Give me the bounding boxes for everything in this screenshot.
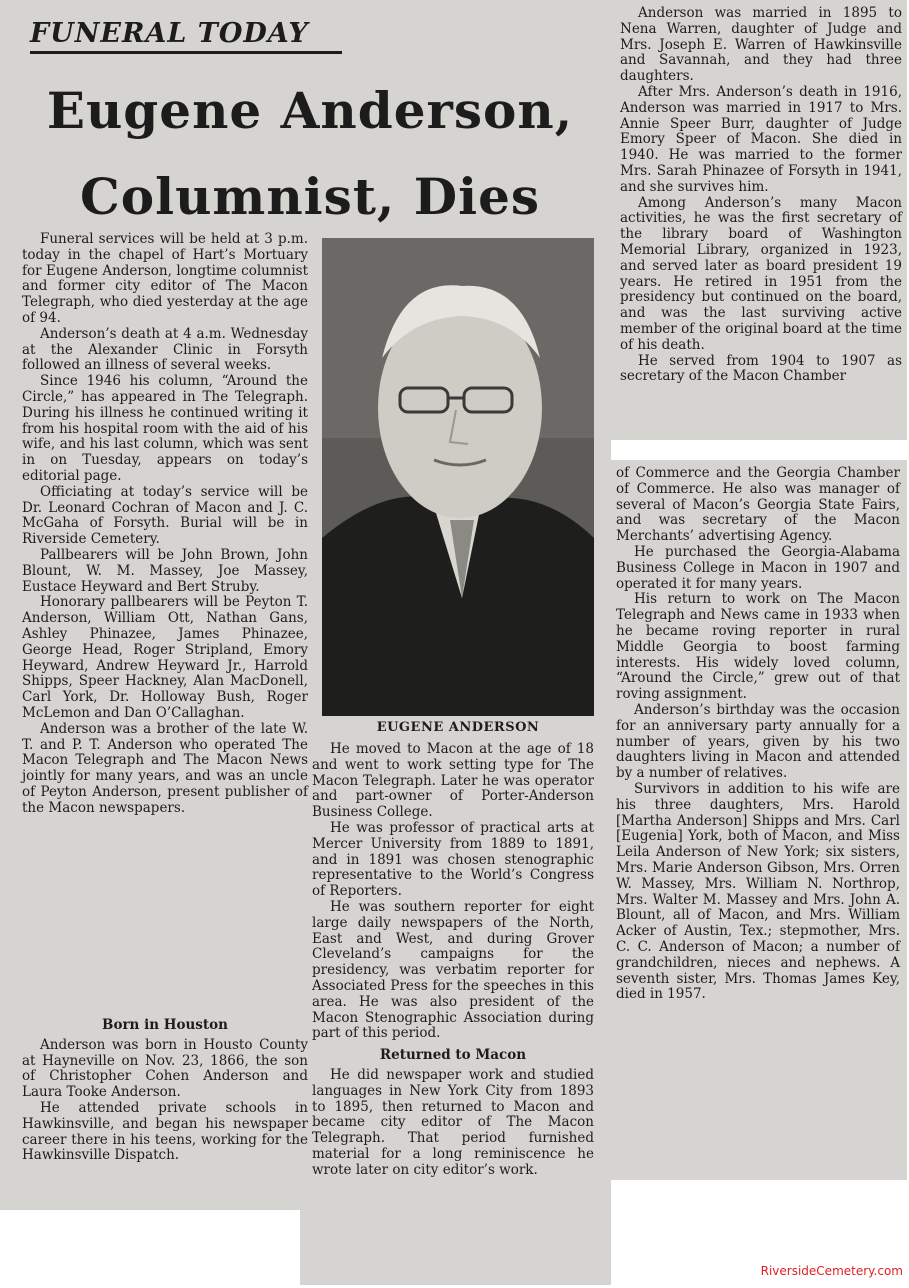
kicker-label: FUNERAL TODAY: [30, 18, 342, 54]
paragraph: His return to work on The Macon Telegraph and News came in 1933 when he became roving reporter in rural Middle Georgia to boost farming interests. His widely loved column, “Around the Circle,” grew out of that roving assignment.: [616, 591, 900, 703]
article-column-2: [312, 742, 594, 1179]
paragraph: Anderson’s birthday was the occasion for an anniversary party annually for a number of years, given by his two daughters living in Macon and attended by a number of relatives.: [616, 701, 900, 782]
paragraph: He was professor of practical arts at Mercer University from 1889 to 1891, and in 1891 was chosen stenographic representative to the World’s Congress of Reporters.: [312, 819, 594, 900]
paragraph: He did newspaper work and studied languages in New York City from 1893 to 1895, then returned to Macon and became city editor of The Macon Telegraph. That period furnished material for a long reminiscence he wrote later on city editor’s work.: [312, 1066, 594, 1178]
paragraph: He moved to Macon at the age of 18 and went to work setting type for The Macon Telegraph. Later he was operator and part-owner of Porter-Anderson Business College.: [312, 741, 594, 821]
paragraph: Anderson’s death at 4 a.m. Wednesday at the Alexander Clinic in Forsyth followed an illness of several weeks.: [22, 325, 308, 374]
paragraph: Honorary pallbearers will be Peyton T. Anderson, William Ott, Nathan Gans, Ashley Phinazee, James Phinazee, George Head, Roger Stripland, Emory Heyward, Andrew Heyward Jr., Harrold Shipps, Speer Hackney, Alan MacDonell, Carl York, Dr. Holloway Bush, Roger McLemon and Dan O’Callaghan.: [22, 594, 308, 721]
paragraph: He purchased the Georgia-Alabama Business College in Macon in 1907 and operated it for many years.: [616, 543, 900, 592]
article-column-1-lower: [22, 1012, 308, 1164]
article-column-4: [616, 466, 900, 1003]
headline-line-1: Eugene Anderson,: [46, 81, 574, 140]
article-column-1: [22, 232, 308, 816]
paragraph: Since 1946 his column, “Around the Circle,” has appeared in The Telegraph. During his illness he continued writing it from his hospital room with the aid of his wife, and his last column, which was sent in on Tuesday, appears on today’s editorial page.: [22, 373, 308, 484]
photo-caption: EUGENE ANDERSON: [376, 720, 540, 735]
subhead-returned-to-macon: Returned to Macon: [379, 1047, 527, 1064]
paragraph: Anderson was married in 1895 to Nena Warren, daughter of Judge and Mrs. Joseph E. Warren of Hawkinsville and Savannah, and they had three daughters.: [620, 5, 902, 85]
paragraph: Anderson was born in Housto County at Hayneville on Nov. 23, 1866, the son of Christopher Cohen Anderson and Laura Tooke Anderson.: [22, 1036, 308, 1101]
article-column-3: [620, 6, 902, 385]
site-watermark: RiversideCemetery.com: [760, 1264, 903, 1278]
paragraph: Anderson was a brother of the late W. T. and P. T. Anderson who operated The Macon Telegraph and The Macon News jointly for many years, and was an uncle of Peyton Anderson, present publisher of the Macon newspapers.: [22, 720, 308, 816]
paragraph: of Commerce and the Georgia Chamber of Commerce. He also was manager of several of Macon’s Georgia State Fairs, and was secretary of the Macon Merchants’ advertising Agency.: [616, 465, 900, 545]
portrait-illustration: [322, 238, 594, 716]
portrait-photo: [322, 238, 594, 716]
headline: [20, 68, 600, 240]
subhead-born-in-houston: Born in Houston: [102, 1017, 228, 1033]
paragraph: He attended private schools in Hawkinsville, and began his newspaper career there in his teens, working for the Hawkinsville Dispatch.: [22, 1099, 308, 1164]
paragraph: Officiating at today’s service will be Dr. Leonard Cochran of Macon and J. C. McGaha of Forsyth. Burial will be in Riverside Cemetery.: [22, 483, 308, 548]
paragraph: Funeral services will be held at 3 p.m. today in the chapel of Hart’s Mortuary for Eugene Anderson, longtime columnist and former city editor of The Macon Telegraph, who died yesterday at the age of 94.: [22, 231, 308, 326]
paragraph: Survivors in addition to his wife are his three daughters, Mrs. Harold [Martha Anderson] Shipps and Mrs. Carl [Eugenia] York, both of Macon, and Miss Leila Anderson of New York; six sisters, Mrs. Marie Anderson Gibson, Mrs. Orren W. Massey, Mrs. William N. Northrop, Mrs. Walter M. Massey and Mrs. John A. Blount, all of Macon, and Mrs. William Acker of Austin, Tex.; stepmother, Mrs. C. C. Anderson of Macon; a number of grandchildren, nieces and nephews. A seventh sister, Mrs. Thomas James Key, died in 1957.: [616, 780, 900, 1003]
paragraph: He was southern reporter for eight large daily newspapers of the North, East and West, and during Grover Cleveland’s campaigns for the presidency, was verbatim reporter for Associated Press for the speeches in this area. He was also president of the Macon Stenographic Association during part of this period.: [312, 898, 594, 1042]
paragraph: He served from 1904 to 1907 as secretary of the Macon Chamber: [620, 352, 902, 385]
paragraph: Among Anderson’s many Macon activities, he was the first secretary of the library board of Washington Memorial Library, organized in 1923, and served later as board president 19 years. He retired in 1951 from the presidency but continued on the board, and was the last surviving active member of the original board at the time of his death.: [620, 194, 902, 353]
paragraph: Pallbearers will be John Brown, John Blount, W. M. Massey, Joe Massey, Eustace Heyward and Bert Struby.: [22, 546, 308, 595]
headline-line-2: Columnist, Dies: [79, 167, 541, 226]
paragraph: After Mrs. Anderson’s death in 1916, Anderson was married in 1917 to Mrs. Annie Speer Burr, daughter of Judge Emory Speer of Macon. She died in 1940. He was married to the former Mrs. Sarah Phinazee of Forsyth in 1941, and she survives him.: [620, 83, 902, 195]
